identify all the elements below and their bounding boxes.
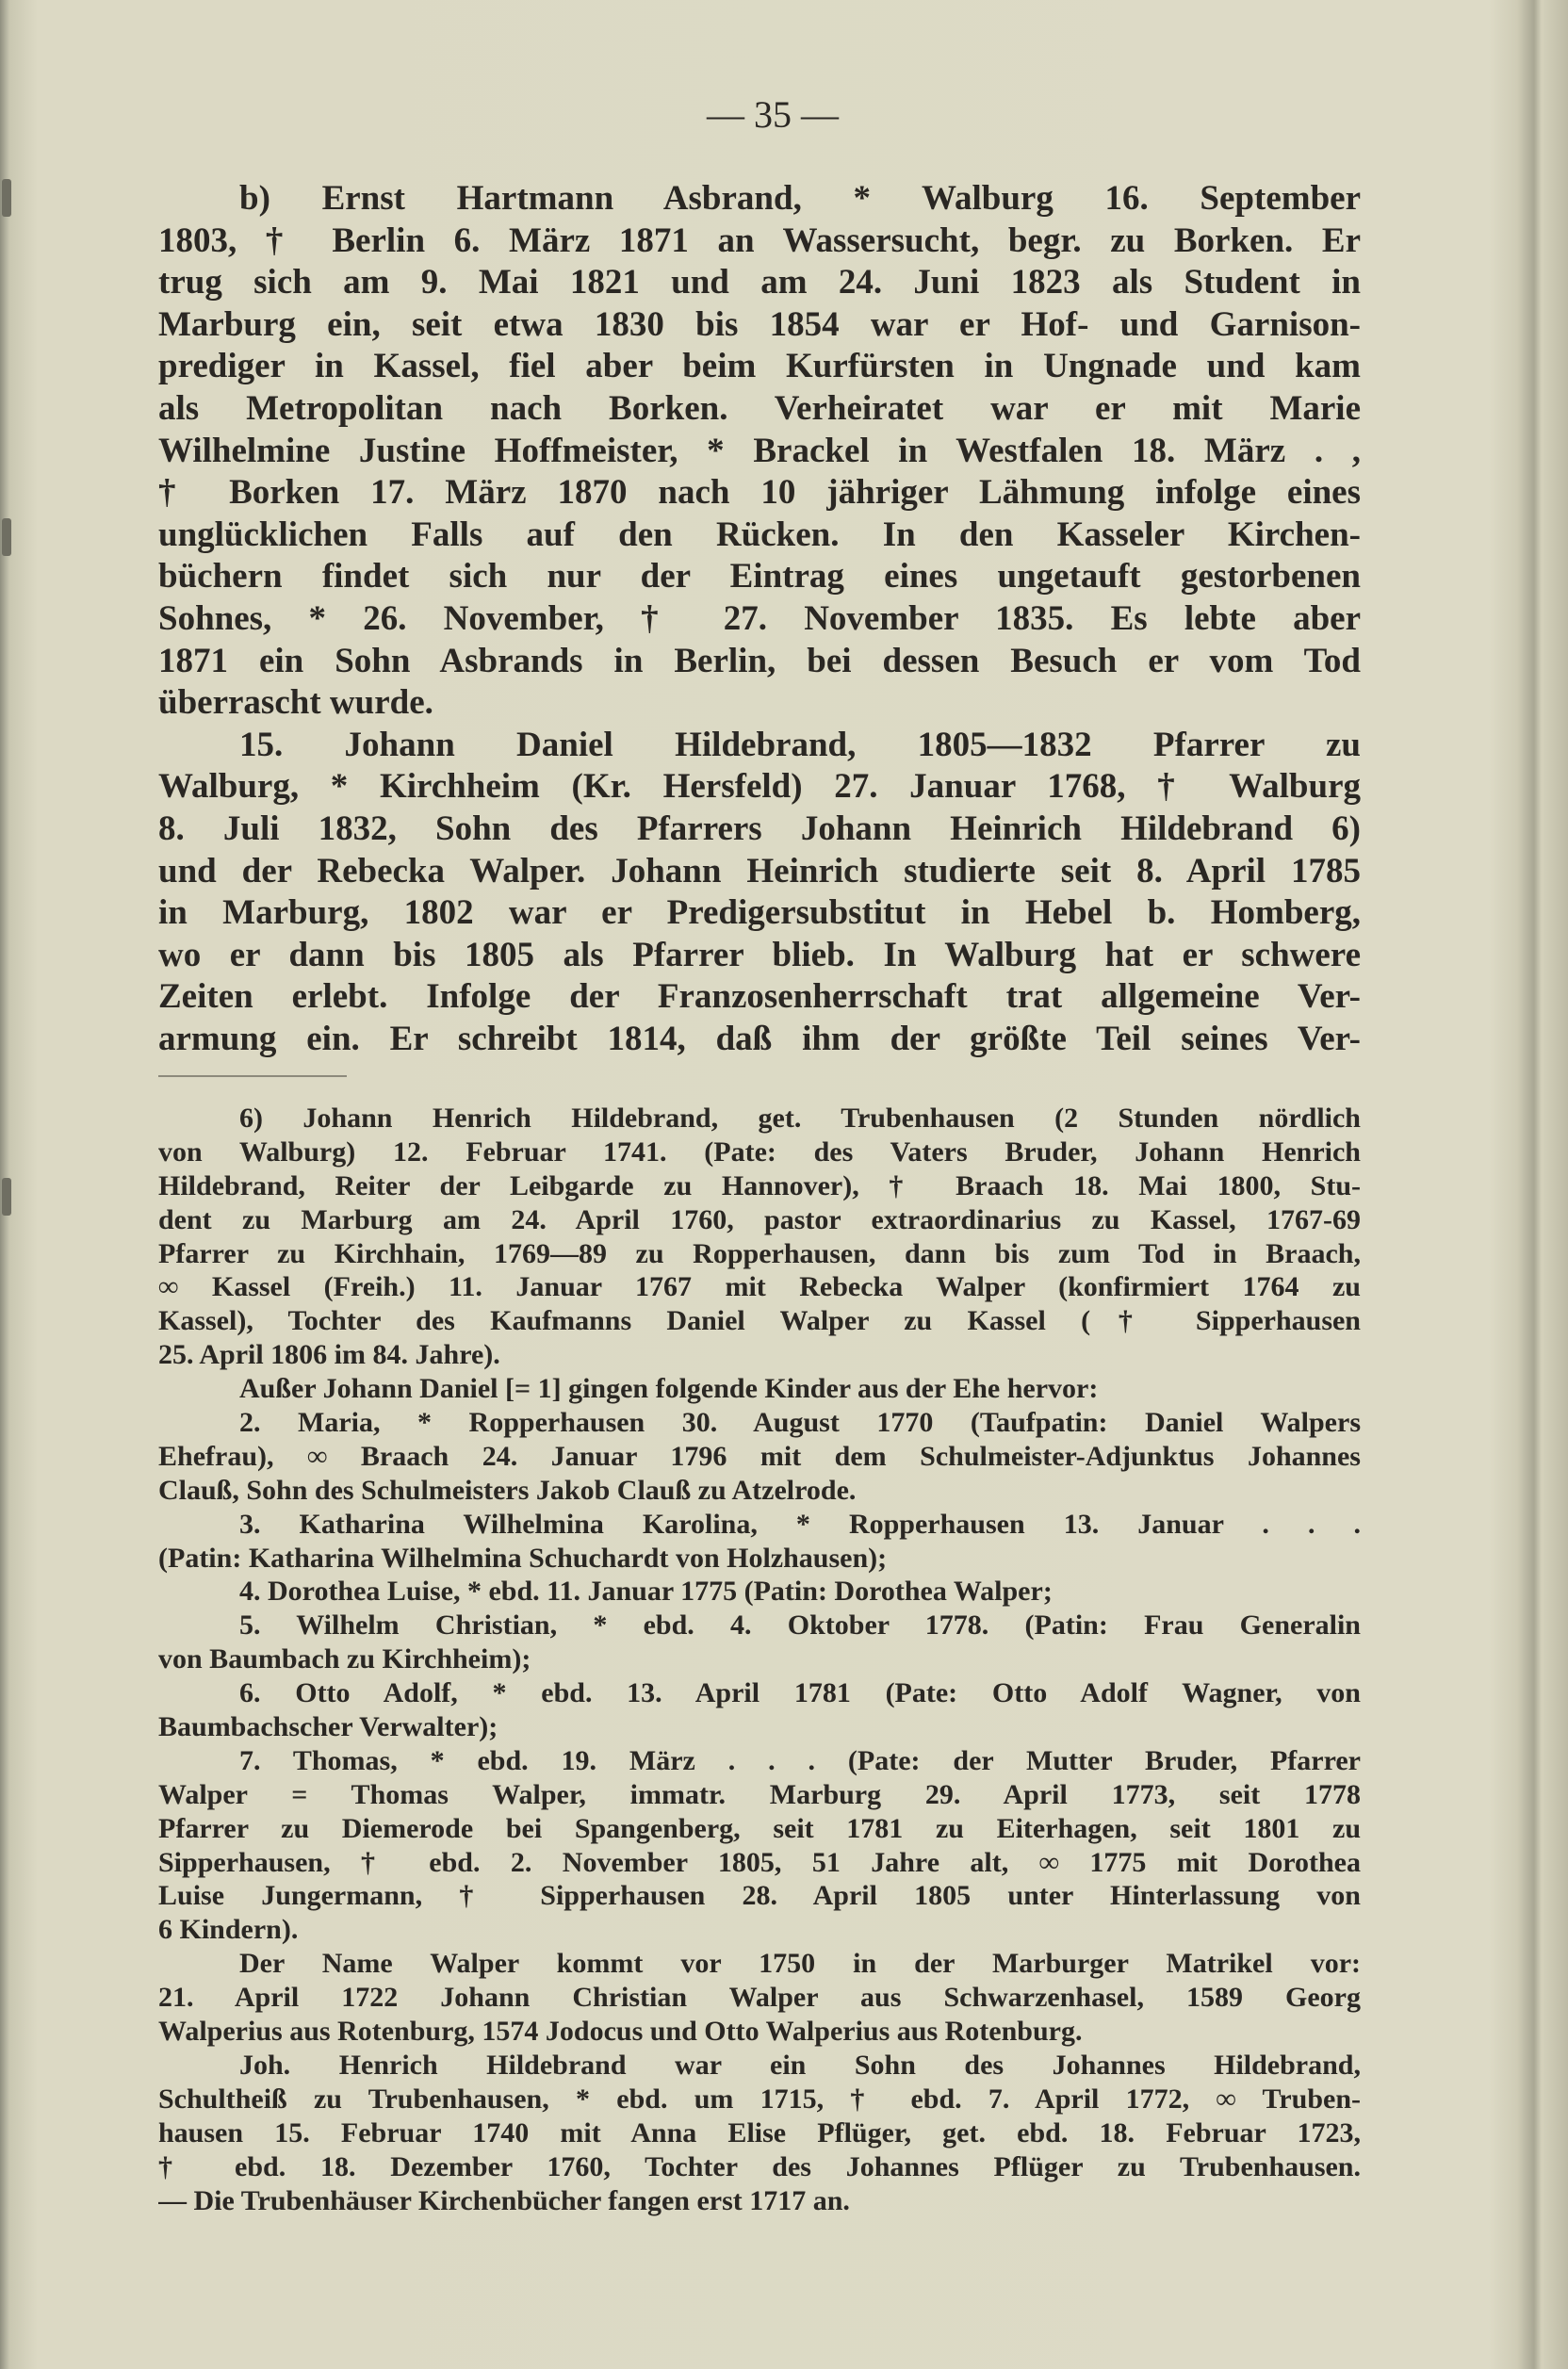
footnote-paragraph xyxy=(158,1102,1361,1372)
text-line: 1803, † Berlin 6. März 1871 an Wassersucht, begr. zu Borken. Er xyxy=(158,221,1361,260)
text-line: Joh. Henrich Hildebrand war ein Sohn des Johannes Hildebrand, xyxy=(239,2049,1361,2081)
paragraph xyxy=(158,725,1361,1061)
text-line: wo er dann bis 1805 als Pfarrer blieb. In Walburg hat er schwere xyxy=(158,935,1361,974)
text-line: 15. Johann Daniel Hildebrand, 1805—1832 Pfarrer zu xyxy=(239,725,1361,764)
text-line: Außer Johann Daniel [= 1] gingen folgende Kinder aus der Ehe hervor: xyxy=(239,1373,1099,1405)
text-line: Pfarrer zu Kirchhain, 1769—89 zu Ropperhausen, dann bis zum Tod in Braach, xyxy=(158,1237,1361,1269)
text-line: 1871 ein Sohn Asbrands in Berlin, bei dessen Besuch er vom Tod xyxy=(158,641,1361,680)
text-line: Baumbachscher Verwalter); xyxy=(158,1711,498,1743)
text-line: 3. Katharina Wilhelmina Karolina, * Ropperhausen 13. Januar . . . xyxy=(239,1508,1361,1540)
text-line: Pfarrer zu Diemerode bei Spangenberg, seit 1781 zu Eiterhagen, seit 1801 zu xyxy=(158,1812,1361,1844)
text-line: von Walburg) 12. Februar 1741. (Pate: des Vaters Bruder, Johann Henrich xyxy=(158,1135,1361,1168)
footnote-separator xyxy=(158,1075,347,1077)
footnote-paragraph xyxy=(158,1609,1361,1676)
text-line: — Die Trubenhäuser Kirchenbücher fangen erst 1717 an. xyxy=(158,2184,850,2216)
text-line: und der Rebecka Walper. Johann Heinrich studierte seit 8. April 1785 xyxy=(158,851,1361,890)
text-line: 25. April 1806 im 84. Jahre). xyxy=(158,1339,500,1371)
text-line: 2. Maria, * Ropperhausen 30. August 1770 (Taufpatin: Daniel Walpers xyxy=(239,1407,1361,1439)
text-line: Zeiten erlebt. Infolge der Franzosenherrschaft trat allgemeine Ver- xyxy=(158,977,1361,1017)
text-line: 8. Juli 1832, Sohn des Pfarrers Johann Heinrich Hildebrand 6) xyxy=(158,809,1361,848)
text-line: 7. Thomas, * ebd. 19. März . . . (Pate: der Mutter Bruder, Pfarrer xyxy=(239,1744,1361,1776)
text-line: dent zu Marburg am 24. April 1760, pastor extraordinarius zu Kassel, 1767-69 xyxy=(158,1203,1361,1235)
text-line: Walburg, * Kirchheim (Kr. Hersfeld) 27. Januar 1768, † Walburg xyxy=(158,767,1361,807)
text-line: 6 Kindern). xyxy=(158,1914,299,1946)
text-line: als Metropolitan nach Borken. Verheiratet war er mit Marie xyxy=(158,388,1361,428)
text-line: Sohnes, * 26. November, † 27. November 1835. Es lebte aber xyxy=(158,598,1361,638)
text-line: b) Ernst Hartmann Asbrand, * Walburg 16. September xyxy=(239,179,1361,218)
text-line: 6. Otto Adolf, * ebd. 13. April 1781 (Pate: Otto Adolf Wagner, von xyxy=(239,1677,1361,1709)
paragraph xyxy=(158,178,1361,725)
text-line: 5. Wilhelm Christian, * ebd. 4. Oktober 1778. (Patin: Frau Generalin xyxy=(239,1609,1361,1642)
text-line: ∞ Kassel (Freih.) 11. Januar 1767 mit Rebecka Walper (konfirmiert 1764 zu xyxy=(158,1271,1361,1303)
main-text xyxy=(158,178,1361,1060)
footnote-paragraph xyxy=(158,1508,1361,1576)
footnote-paragraph xyxy=(158,1575,1361,1609)
text-line: Kassel), Tochter des Kaufmanns Daniel Walper zu Kassel († Sipperhausen xyxy=(158,1305,1361,1337)
footnote-paragraph xyxy=(158,1947,1361,2049)
text-line: trug sich am 9. Mai 1821 und am 24. Juni 1823 als Student in xyxy=(158,263,1361,302)
footnote-paragraph xyxy=(158,2049,1361,2217)
footnote-paragraph xyxy=(158,1406,1361,1508)
binding-mark xyxy=(2,1178,11,1216)
text-line: Walperius aus Rotenburg, 1574 Jodocus und Otto Walperius aus Rotenburg. xyxy=(158,2016,1083,2048)
text-line: prediger in Kassel, fiel aber beim Kurfürsten in Ungnade und kam xyxy=(158,347,1361,386)
text-line: 6) Johann Henrich Hildebrand, get. Trubenhausen (2 Stunden nördlich xyxy=(239,1103,1361,1134)
text-line: † ebd. 18. Dezember 1760, Tochter des Johannes Pflüger zu Trubenhausen. xyxy=(158,2150,1361,2182)
text-line: Marburg ein, seit etwa 1830 bis 1854 war er Hof- und Garnison- xyxy=(158,304,1361,344)
footnote-text xyxy=(158,1102,1361,2217)
text-line: Ehefrau), ∞ Braach 24. Januar 1796 mit dem Schulmeister-Adjunktus Johannes xyxy=(158,1440,1361,1472)
footnote-paragraph xyxy=(158,1676,1361,1744)
text-line: hausen 15. Februar 1740 mit Anna Elise Pflüger, get. ebd. 18. Februar 1723, xyxy=(158,2116,1361,2148)
text-line: unglücklichen Falls auf den Rücken. In den Kasseler Kirchen- xyxy=(158,515,1361,554)
text-line: Wilhelmine Justine Hoffmeister, * Brackel in Westfalen 18. März . , xyxy=(158,431,1361,470)
text-line: 21. April 1722 Johann Christian Walper aus Schwarzenhasel, 1589 Georg xyxy=(158,1982,1361,2014)
text-line: Clauß, Sohn des Schulmeisters Jakob Clauß zu Atzelrode. xyxy=(158,1474,857,1506)
text-line: 4. Dorothea Luise, * ebd. 11. Januar 1775 (Patin: Dorothea Walper; xyxy=(239,1576,1053,1608)
text-line: in Marburg, 1802 war er Predigersubstitut in Hebel b. Homberg, xyxy=(158,893,1361,933)
text-line: Der Name Walper kommt vor 1750 in der Marburger Matrikel vor: xyxy=(239,1948,1361,1980)
text-line: büchern findet sich nur der Eintrag eines ungetauft gestorbenen xyxy=(158,557,1361,596)
text-line: Sipperhausen, † ebd. 2. November 1805, 51 Jahre alt, ∞ 1775 mit Dorothea xyxy=(158,1846,1361,1878)
text-line: (Patin: Katharina Wilhelmina Schuchardt von Holzhausen); xyxy=(158,1542,888,1574)
footnote-paragraph xyxy=(158,1372,1361,1406)
text-line: armung ein. Er schreibt 1814, daß ihm der größte Teil seines Ver- xyxy=(158,1019,1361,1058)
text-line: Luise Jungermann, † Sipperhausen 28. April 1805 unter Hinterlassung von xyxy=(158,1880,1361,1912)
text-line: von Baumbach zu Kirchheim); xyxy=(158,1643,531,1675)
text-line: überrascht wurde. xyxy=(158,683,433,723)
text-line: † Borken 17. März 1870 nach 10 jähriger Lähmung infolge eines xyxy=(158,473,1361,513)
binding-mark xyxy=(2,179,11,217)
footnote-paragraph xyxy=(158,1744,1361,1947)
text-line: Hildebrand, Reiter der Leibgarde zu Hannover), † Braach 18. Mai 1800, Stu- xyxy=(158,1169,1361,1201)
text-line: Schultheiß zu Trubenhausen, * ebd. um 1715, † ebd. 7. April 1772, ∞ Truben- xyxy=(158,2083,1361,2115)
text-line: Walper = Thomas Walper, immatr. Marburg 29. April 1773, seit 1778 xyxy=(158,1778,1361,1810)
page-number: — 35 — xyxy=(707,93,839,136)
binding-mark xyxy=(2,518,11,556)
